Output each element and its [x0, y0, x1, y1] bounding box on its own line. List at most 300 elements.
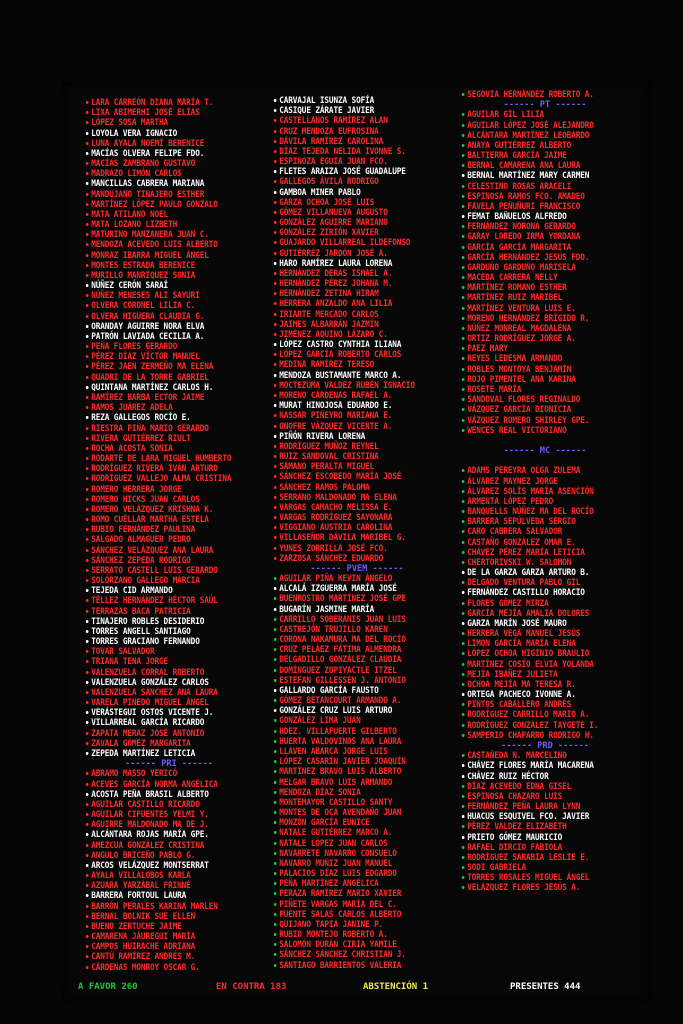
- legislator-name: RUBIO FERNÁNDEZ PAULINA: [91, 525, 196, 536]
- legislator-name: DÁVILA RAMÍREZ CAROLINA: [279, 136, 384, 147]
- legislator-row: [460, 121, 631, 131]
- legislator-row: [460, 802, 631, 812]
- legislator-name: RODRÍGUEZ GONZÁLEZ TAYGETE I.: [467, 720, 599, 731]
- legislator-row: [84, 230, 255, 240]
- legislator-row: [84, 698, 255, 708]
- legislator-row: [84, 932, 255, 942]
- legislator-row: [272, 849, 443, 859]
- vote-dot-icon: [86, 844, 89, 847]
- legislator-name: ROMERO HERRERA JORGE: [91, 484, 182, 495]
- legislator-name: MARTÍNEZ BRAVO LUIS ALBERTO: [279, 767, 402, 778]
- vote-dot-icon: [274, 313, 277, 316]
- legislator-name: BARRÓN PERALES KARINA MARLEN: [91, 901, 218, 912]
- vote-dot-icon: [274, 882, 277, 885]
- vote-dot-icon: [274, 109, 277, 112]
- vote-dot-icon: [86, 477, 89, 480]
- legislator-row: [272, 513, 443, 523]
- legislator-name: ARMENTA LÓPEZ PEDRO: [467, 496, 554, 507]
- legislator-name: JIMÉNEZ AQUINO LÁZARO C.: [279, 329, 388, 340]
- legislator-row: [272, 554, 443, 564]
- legislator-name: GONZÁLEZ AGUIRRE MARIANO: [279, 218, 388, 229]
- vote-dot-icon: [274, 201, 277, 204]
- legislator-row: [84, 485, 255, 495]
- legislator-row: [84, 942, 255, 952]
- vote-dot-icon: [274, 191, 277, 194]
- legislator-row: [84, 373, 255, 383]
- legislator-name: CRUZ PELÁEZ FÁTIMA ALMENDRA: [279, 645, 402, 656]
- legislator-name: FAVELA PEÑUÑURI FRANCISCO: [467, 201, 581, 212]
- legislator-row: [272, 442, 443, 452]
- legislator-row: [272, 950, 443, 960]
- legislator-name: CHERTORIVSKI W. SALOMÓN: [467, 557, 572, 568]
- legislator-name: MONTES ESTRADA BERENICE: [91, 260, 196, 271]
- legislator-name: CASTELLANOS RAMÍREZ ALAN: [279, 116, 388, 127]
- legislator-row: [272, 259, 443, 269]
- legislator-row: [84, 464, 255, 474]
- vote-dot-icon: [86, 172, 89, 175]
- vote-dot-icon: [274, 557, 277, 560]
- legislator-row: [84, 200, 255, 210]
- legislator-row: [460, 202, 631, 212]
- vote-dot-icon: [86, 121, 89, 124]
- legislator-name: PRIETO GÓMEZ MAURICIO: [467, 832, 563, 843]
- legislator-row: [272, 147, 443, 157]
- legislator-name: CAMARENA JÁUREGUI MARÍA: [91, 932, 196, 943]
- vote-dot-icon: [86, 864, 89, 867]
- legislator-name: RIVERA GUTIÉRREZ RIULT: [91, 433, 191, 444]
- legislator-row: [460, 192, 631, 202]
- legislator-name: SÁNCHEZ ZEPEDA RODRIGO: [91, 555, 191, 566]
- legislator-name: LÓPEZ OCHOA HIGINIO BRAULIO: [467, 649, 590, 660]
- vote-dot-icon: [86, 894, 89, 897]
- vote-dot-icon: [274, 262, 277, 265]
- legislator-row: [272, 737, 443, 747]
- legislator-name: ÁLVAREZ SOLÍS MARÍA ASENCIÓN: [467, 486, 594, 497]
- legislator-name: MEJÍA IBÁÑEZ JULIETA: [467, 669, 558, 680]
- vote-dot-icon: [462, 134, 465, 137]
- legislator-name: NÚÑEZ MONREAL MAGDALENA: [467, 323, 572, 334]
- legislator-name: IRIARTE MERCADO CARLOS: [279, 309, 379, 320]
- legislator-name: QUIJANO TAPIA JANINE P.: [279, 919, 384, 930]
- legislator-name: MARTÍNEZ RUIZ MARIBEL: [467, 293, 563, 304]
- vote-column-2: [272, 96, 462, 971]
- legislator-name: TRIANA TENA JORGE: [91, 657, 169, 668]
- legislator-row: [460, 375, 631, 385]
- legislator-row: [84, 220, 255, 230]
- legislator-row: [272, 889, 443, 899]
- legislator-row: [272, 157, 443, 167]
- vote-dot-icon: [462, 846, 465, 849]
- vote-dot-icon: [274, 547, 277, 550]
- vote-dot-icon: [274, 669, 277, 672]
- legislator-name: BERNAL MARTÍNEZ MARY CARMEN: [467, 171, 590, 182]
- legislator-name: BERNAL BOLNIK SUE ELLEN: [91, 911, 196, 922]
- legislator-name: SÁNCHEZ SÁNCHEZ CHRISTIAN J.: [279, 950, 406, 961]
- vote-dot-icon: [462, 195, 465, 198]
- legislator-name: PATRÓN LAVIADA CECILIA A.: [91, 331, 205, 342]
- legislator-row: [272, 208, 443, 218]
- vote-dot-icon: [462, 663, 465, 666]
- vote-dot-icon: [86, 488, 89, 491]
- legislator-row: [460, 182, 631, 192]
- legislator-name: LÓPEZ GARCÍA ROBERTO CARLOS: [279, 350, 402, 361]
- vote-dot-icon: [86, 671, 89, 674]
- vote-dot-icon: [274, 180, 277, 183]
- legislator-name: LLAVEN ABARCA JORGE LUIS: [279, 747, 388, 757]
- legislator-name: CORONA NAKAMURA MA DEL ROCÍO: [279, 635, 406, 646]
- vote-dot-icon: [274, 811, 277, 814]
- legislator-name: ESPINOZA EGUIA JUAN FCO.: [279, 157, 388, 168]
- legislator-name: SEGOVIA HERNÁNDEZ ROBERTO A.: [467, 90, 594, 100]
- legislator-row: [272, 747, 443, 757]
- legislator-name: MURILLO MANRÍQUEZ SONIA: [91, 270, 196, 281]
- legislator-row: [460, 772, 631, 782]
- vote-dot-icon: [86, 376, 89, 379]
- vote-dot-icon: [86, 223, 89, 226]
- legislator-row: [84, 362, 255, 372]
- legislator-name: MARTÍNEZ ROMANO ESTHER: [467, 283, 567, 294]
- vote-dot-icon: [462, 836, 465, 839]
- legislator-row: [84, 586, 255, 596]
- legislator-row: [272, 299, 443, 309]
- legislator-row: [84, 434, 255, 444]
- vote-dot-icon: [274, 821, 277, 824]
- vote-dot-icon: [462, 652, 465, 655]
- vote-dot-icon: [462, 520, 465, 523]
- legislator-row: [272, 686, 443, 696]
- legislator-row: [272, 523, 443, 533]
- legislator-row: [460, 578, 631, 588]
- vote-dot-icon: [86, 406, 89, 409]
- vote-dot-icon: [86, 854, 89, 857]
- legislator-name: VILLASEÑOR DÁVILA MARIBEL G.: [279, 533, 406, 544]
- legislator-row: [272, 249, 443, 259]
- vote-dot-icon: [86, 162, 89, 165]
- vote-dot-icon: [274, 241, 277, 244]
- legislator-name: CRUZ MENDOZA EUFROSINA: [279, 126, 379, 137]
- vote-dot-icon: [274, 150, 277, 153]
- legislator-row: [460, 690, 631, 700]
- vote-dot-icon: [462, 490, 465, 493]
- legislator-row: [84, 251, 255, 261]
- legislator-row: [460, 293, 631, 303]
- legislator-row: [272, 716, 443, 726]
- legislator-name: MELGAR BRAVO LUIS ARMANDO: [279, 777, 393, 788]
- legislator-name: CELESTINO ROSAS ARACELI: [467, 181, 572, 192]
- legislator-name: ROMERO VELÁZQUEZ KRISHNA K.: [91, 504, 214, 515]
- vote-dot-icon: [86, 915, 89, 918]
- legislator-name: GARAY LOREDO IRMA YORDANA: [467, 232, 581, 243]
- legislator-name: MOCTEZUMA VALDEZ RUBÉN IGNACIO: [279, 380, 415, 391]
- legislator-name: SÁNCHEZ RAMOS PALOMA: [279, 482, 370, 493]
- legislator-name: VÁZQUEZ GARCÍA DIONICIA: [467, 405, 572, 416]
- legislator-row: [272, 401, 443, 411]
- legislator-row: [84, 149, 255, 159]
- legislator-name: ROBLES MONTOYA BENJAMÍN: [467, 364, 572, 375]
- vote-dot-icon: [274, 252, 277, 255]
- vote-dot-icon: [462, 337, 465, 340]
- vote-dot-icon: [86, 742, 89, 745]
- legislator-name: QUADRI DE LA TORRE GABRIEL: [91, 372, 209, 383]
- vote-dot-icon: [86, 691, 89, 694]
- legislator-row: [272, 778, 443, 788]
- legislator-row: [272, 493, 443, 503]
- legislator-name: BANQUELLS NÚÑEZ MA DEL ROCÍO: [467, 507, 594, 518]
- legislator-name: HERNÁNDEZ PÉREZ JOHANA M.: [279, 279, 393, 290]
- legislator-name: ANAYA GUTIÉRREZ ALBERTO: [467, 140, 572, 151]
- vote-dot-icon: [462, 530, 465, 533]
- legislator-name: AGUIRRE MALDONADO MA DE J.: [91, 820, 209, 831]
- legislator-name: LÓPEZ SOSA MARTHA: [91, 118, 169, 129]
- legislator-name: LOYOLA VERA IGNACIO: [91, 128, 178, 139]
- legislator-row: [460, 497, 631, 507]
- legislator-name: CASTREJÓN TRUJILLO KAREN: [279, 624, 388, 635]
- legislator-name: HERRERA VEGA MANUEL JESÚS: [467, 629, 581, 640]
- legislator-row: [272, 340, 443, 350]
- vote-dot-icon: [86, 365, 89, 368]
- legislator-row: [84, 657, 255, 667]
- legislator-row: [272, 116, 443, 126]
- vote-dot-icon: [86, 955, 89, 958]
- legislator-name: CANTÚ RAMÍREZ ANDRÉS M.: [91, 952, 196, 963]
- legislator-row: [460, 324, 631, 334]
- vote-dot-icon: [86, 111, 89, 114]
- legislator-name: GARCÍA HERNÁNDEZ JESÚS FDO.: [467, 252, 590, 263]
- legislator-row: [460, 110, 631, 120]
- vote-dot-icon: [274, 343, 277, 346]
- vote-dot-icon: [462, 93, 465, 96]
- vote-dot-icon: [86, 193, 89, 196]
- legislator-name: MANCILLAS CABRERA MARIANA: [91, 179, 205, 190]
- legislator-row: [272, 462, 443, 472]
- vote-dot-icon: [274, 516, 277, 519]
- legislator-name: MENDOZA ACEVEDO LUIS ALBERTO: [91, 240, 218, 251]
- legislator-row: [84, 139, 255, 149]
- legislator-row: [84, 708, 255, 718]
- vote-dot-icon: [86, 182, 89, 185]
- vote-dot-icon: [462, 713, 465, 716]
- legislator-name: GONZÁLEZ LIMA JUAN: [279, 716, 361, 727]
- legislator-row: [460, 212, 631, 222]
- vote-dot-icon: [86, 233, 89, 236]
- legislator-row: [272, 127, 443, 137]
- legislator-row: [84, 830, 255, 840]
- vote-dot-icon: [462, 317, 465, 320]
- legislator-name: RODRÍGUEZ CARRILLO MARIO A.: [467, 710, 590, 721]
- legislator-row: [84, 637, 255, 647]
- vote-dot-icon: [462, 408, 465, 411]
- vote-dot-icon: [462, 571, 465, 574]
- vote-dot-icon: [86, 528, 89, 531]
- legislator-name: SÁMANO PERALTA MIGUEL: [279, 462, 375, 473]
- vote-dot-icon: [86, 701, 89, 704]
- legislator-name: TÉLLEZ HERNÁNDEZ HÉCTOR SAÚL: [91, 596, 218, 607]
- total-contra: EN CONTRA 183: [216, 982, 287, 992]
- legislator-row: [272, 727, 443, 737]
- vote-dot-icon: [274, 445, 277, 448]
- vote-dot-icon: [274, 465, 277, 468]
- vote-dot-icon: [462, 113, 465, 116]
- legislator-row: [460, 761, 631, 771]
- legislator-name: RODRÍGUEZ SARABIA LESLIE E.: [467, 852, 590, 863]
- legislator-row: [460, 151, 631, 161]
- legislator-row: [272, 808, 443, 818]
- legislator-name: NÚÑEZ CERÓN SARAÍ: [91, 281, 169, 292]
- vote-dot-icon: [86, 498, 89, 501]
- legislator-name: GONZÁLEZ ZIRIÓN XAVIER: [279, 228, 379, 239]
- party-header: ------ PVEM ------: [310, 563, 404, 574]
- legislator-row: [272, 757, 443, 767]
- legislator-row: [272, 503, 443, 513]
- legislator-name: MATURINO MANZANERA JUAN C.: [91, 230, 209, 241]
- legislator-row: [84, 129, 255, 139]
- legislator-name: PEÑA FLORES GERARDO: [91, 342, 178, 353]
- vote-dot-icon: [274, 618, 277, 621]
- legislator-name: ABRAMO MASSO YERICÓ: [91, 769, 178, 780]
- legislator-name: ESTEFAN GILLESSEN J. ANTONIO: [279, 675, 406, 686]
- legislator-name: SERRANO MALDONADO MA ELENA: [279, 492, 397, 503]
- legislator-row: [84, 678, 255, 688]
- vote-dot-icon: [274, 414, 277, 417]
- vote-dot-icon: [86, 884, 89, 887]
- legislator-row: [272, 432, 443, 442]
- vote-dot-icon: [462, 368, 465, 371]
- vote-dot-icon: [462, 185, 465, 188]
- vote-dot-icon: [86, 254, 89, 257]
- legislator-row: [460, 568, 631, 578]
- legislator-row: [84, 474, 255, 484]
- legislator-name: REYES LEDESMA ARMANDO: [467, 354, 563, 365]
- vote-dot-icon: [462, 276, 465, 279]
- legislator-name: DÍAZ TEJEDA NELIDA IVONNE S.: [279, 146, 406, 157]
- vote-dot-icon: [462, 856, 465, 859]
- legislator-row: [272, 900, 443, 910]
- legislator-row: [460, 477, 631, 487]
- legislator-name: TERRAZAS BACA PATRICIA: [91, 606, 191, 617]
- vote-dot-icon: [462, 866, 465, 869]
- vote-dot-icon: [86, 508, 89, 511]
- vote-dot-icon: [86, 304, 89, 307]
- vote-dot-icon: [86, 772, 89, 775]
- legislator-name: AGUILAR CIFUENTES YELMI Y.: [91, 810, 209, 821]
- legislator-name: NAVARRETE NAVARRO CONSUELO: [279, 848, 397, 859]
- legislator-row: [84, 668, 255, 678]
- vote-dot-icon: [274, 730, 277, 733]
- vote-dot-icon: [274, 425, 277, 428]
- legislator-row: [272, 391, 443, 401]
- vote-dot-icon: [462, 825, 465, 828]
- legislator-row: [84, 871, 255, 881]
- vote-dot-icon: [274, 231, 277, 234]
- legislator-name: LÓPEZ CASTRO CYNTHIA ILIANA: [279, 340, 402, 351]
- legislator-row: [84, 576, 255, 586]
- vote-dot-icon: [86, 274, 89, 277]
- vote-dot-icon: [274, 597, 277, 600]
- legislator-name: ESPINOSA CHAZARO LUIS: [467, 791, 563, 802]
- vote-dot-icon: [86, 416, 89, 419]
- legislator-name: RODRÍGUEZ RIVERA IVÁN ARTURO: [91, 464, 218, 475]
- legislator-name: MORENO CÁRDENAS RAFAEL A.: [279, 390, 393, 401]
- legislator-row: [84, 291, 255, 301]
- legislator-row: [272, 859, 443, 869]
- legislator-row: [460, 649, 631, 659]
- legislator-name: MONRAZ IBARRA MIGUEL ÁNGEL: [91, 250, 209, 261]
- legislator-row: [272, 594, 443, 604]
- legislator-name: GUAJARDO VILLARREAL ILDEFONSO: [279, 238, 411, 249]
- vote-dot-icon: [86, 630, 89, 633]
- vote-dot-icon: [462, 235, 465, 238]
- legislator-name: ROMERO HICKS JUAN CARLOS: [91, 494, 200, 505]
- vote-dot-icon: [274, 709, 277, 712]
- legislator-name: BUENO ZERTUCHE JAIME: [91, 921, 182, 932]
- vote-dot-icon: [86, 650, 89, 653]
- legislator-name: CASTAÑEDA N. MARCELINO: [467, 751, 567, 762]
- legislator-name: CÁRDENAS MONROY OSCAR G.: [91, 962, 200, 973]
- vote-dot-icon: [462, 500, 465, 503]
- vote-dot-icon: [86, 457, 89, 460]
- legislator-name: RODARTE DE LARA MIGUEL HUMBERTO: [91, 454, 232, 465]
- legislator-row: [84, 922, 255, 932]
- legislator-name: ÁLVAREZ MAYNEZ JORGE: [467, 476, 558, 487]
- legislator-name: MORENO HERNÁNDEZ BRÍGIDO R.: [467, 313, 590, 324]
- legislator-name: LIXA ABIMERHI JOSÉ ELÍAS: [91, 108, 200, 119]
- vote-dot-icon: [462, 225, 465, 228]
- vote-dot-icon: [86, 538, 89, 541]
- vote-dot-icon: [274, 536, 277, 539]
- legislator-name: PALACIOS DÍAZ LUIS EDGARDO: [279, 869, 397, 880]
- legislator-row: [460, 782, 631, 792]
- vote-dot-icon: [274, 475, 277, 478]
- legislator-name: AMEZCUA GONZÁLEZ CRISTINA: [91, 840, 205, 851]
- legislator-row: [272, 411, 443, 421]
- legislator-row: [84, 525, 255, 535]
- legislator-name: ROMO CUÉLLAR MARTHA ESTELA: [91, 515, 209, 526]
- vote-dot-icon: [274, 353, 277, 356]
- legislator-name: MADRAZO LIMÓN CARLOS: [91, 169, 182, 180]
- legislator-row: [272, 584, 443, 594]
- legislator-name: BARRERA SEPÚLVEDA SERGIO: [467, 517, 576, 528]
- legislator-name: FERNÁNDEZ CASTILLO HORACIO: [467, 588, 585, 599]
- legislator-row: [84, 240, 255, 250]
- vote-dot-icon: [274, 781, 277, 784]
- vote-dot-icon: [274, 160, 277, 163]
- vote-dot-icon: [274, 130, 277, 133]
- legislator-row: [84, 424, 255, 434]
- legislator-name: PIÑÓN RIVERA LORENA: [279, 431, 366, 442]
- vote-dot-icon: [86, 610, 89, 613]
- legislator-row: [272, 218, 443, 228]
- legislator-name: TORRES ANGELL SANTIAGO: [91, 626, 191, 637]
- vote-dot-icon: [274, 801, 277, 804]
- party-header: ------ PT ------: [503, 100, 587, 111]
- legislator-name: MONTES DE OCA AVENDAÑO JUAN: [279, 808, 402, 819]
- legislator-name: RODRÍGUEZ MUÑOZ REYNEL: [279, 441, 379, 452]
- legislator-row: [84, 342, 255, 352]
- legislator-name: HARO RAMÍREZ LAURA LORENA: [279, 258, 393, 269]
- legislator-name: CHÁVEZ RUIZ HÉCTOR: [467, 771, 549, 782]
- legislator-name: CAMPOS HUIRACHE ADRIANA: [91, 942, 196, 953]
- legislator-row: [84, 617, 255, 627]
- legislator-name: VERÁSTEGUI OSTOS VICENTE J.: [91, 708, 214, 719]
- vote-dot-icon: [462, 703, 465, 706]
- legislator-name: PERAZA RAMÍREZ MARIO XAVIER: [279, 889, 402, 900]
- legislator-name: NAVARRO MUÑIZ JUAN MANUEL: [279, 858, 393, 869]
- vote-dot-icon: [462, 398, 465, 401]
- legislator-name: TINAJERO ROBLES DESIDERIO: [91, 616, 205, 627]
- vote-dot-icon: [462, 551, 465, 554]
- legislator-name: RAMOS JUÁREZ ADELA: [91, 403, 173, 414]
- legislator-row: [84, 891, 255, 901]
